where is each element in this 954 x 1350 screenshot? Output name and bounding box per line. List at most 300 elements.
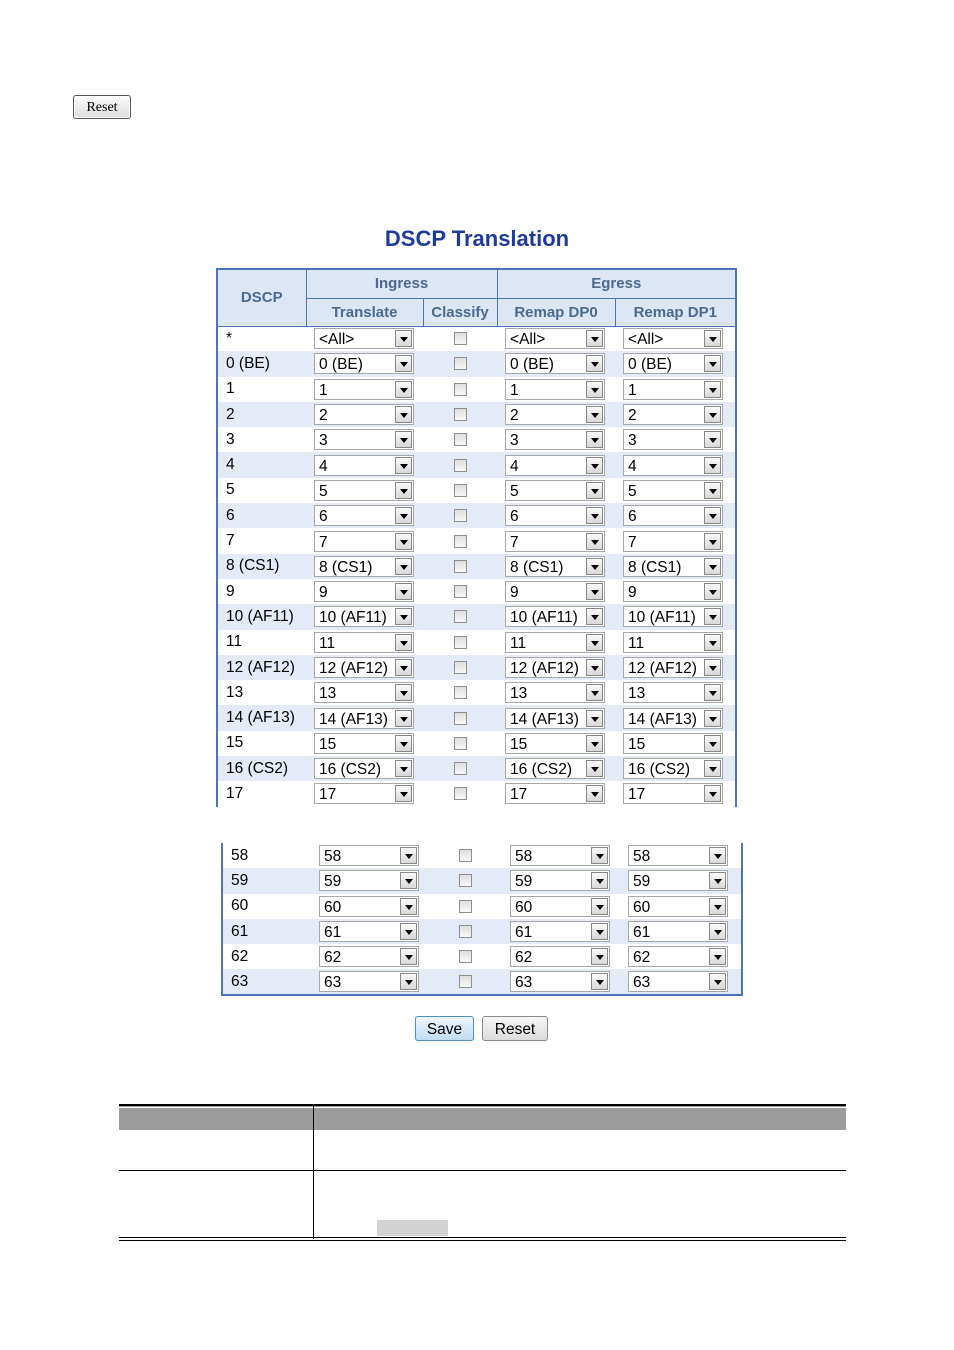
- dscp-value: 13: [226, 683, 244, 701]
- selected-value: 9: [319, 584, 328, 602]
- selected-value: 5: [319, 482, 328, 500]
- translate-select[interactable]: [314, 404, 414, 425]
- selected-value: 58: [515, 848, 533, 866]
- classify-cell: [423, 427, 497, 452]
- remap-dp0-select[interactable]: [505, 379, 605, 400]
- remap-dp1-cell: [615, 528, 736, 553]
- selected-value: 16 (CS2): [319, 761, 382, 779]
- remap-dp1-select[interactable]: [628, 921, 728, 942]
- selected-value: 62: [633, 949, 651, 967]
- remap-dp1-select[interactable]: [628, 845, 728, 866]
- classify-cell: [428, 969, 502, 994]
- chevron-down-icon[interactable]: [395, 608, 412, 625]
- remap-dp1-select[interactable]: [623, 733, 723, 754]
- selected-value: 60: [515, 898, 533, 916]
- chevron-down-icon[interactable]: [395, 634, 412, 651]
- table-row: [222, 868, 742, 893]
- selected-value: 3: [319, 432, 328, 450]
- translate-select[interactable]: [314, 606, 414, 627]
- translate-select[interactable]: [314, 379, 414, 400]
- chevron-down-icon[interactable]: [704, 507, 721, 524]
- classify-checkbox[interactable]: [454, 585, 467, 598]
- classify-checkbox[interactable]: [454, 636, 467, 649]
- chevron-down-icon[interactable]: [704, 533, 721, 550]
- chevron-down-icon[interactable]: [591, 948, 608, 965]
- chevron-down-icon[interactable]: [591, 923, 608, 940]
- table-row: [217, 326, 736, 351]
- classify-checkbox[interactable]: [454, 661, 467, 674]
- selected-value: 0 (BE): [628, 356, 672, 374]
- classify-cell: [423, 756, 497, 781]
- chevron-down-icon[interactable]: [586, 710, 603, 727]
- table-row: [217, 731, 736, 756]
- chevron-down-icon[interactable]: [709, 847, 726, 864]
- remap-dp1-cell: [615, 554, 736, 579]
- remap-dp0-select[interactable]: [505, 657, 605, 678]
- chevron-down-icon[interactable]: [586, 735, 603, 752]
- remap-dp0-select[interactable]: [505, 758, 605, 779]
- remap-dp1-select[interactable]: [628, 946, 728, 967]
- chevron-down-icon[interactable]: [586, 785, 603, 802]
- chevron-down-icon[interactable]: [586, 583, 603, 600]
- chevron-down-icon[interactable]: [591, 847, 608, 864]
- selected-value: 7: [628, 533, 637, 551]
- selected-value: 4: [628, 457, 637, 475]
- chevron-down-icon[interactable]: [704, 735, 721, 752]
- chevron-down-icon[interactable]: [586, 760, 603, 777]
- translate-select[interactable]: [314, 480, 414, 501]
- translate-select[interactable]: [314, 455, 414, 476]
- remap-dp0-select[interactable]: [505, 429, 605, 450]
- chevron-down-icon[interactable]: [395, 381, 412, 398]
- remap-dp0-cell: [497, 478, 615, 503]
- selected-value: 10 (AF11): [628, 609, 696, 627]
- translate-cell: [311, 919, 428, 944]
- chevron-down-icon[interactable]: [395, 457, 412, 474]
- remap-dp0-select[interactable]: [505, 455, 605, 476]
- selected-value: 8 (CS1): [628, 558, 682, 576]
- chevron-down-icon[interactable]: [586, 507, 603, 524]
- chevron-down-icon[interactable]: [395, 735, 412, 752]
- remap-dp0-select[interactable]: [505, 783, 605, 804]
- translate-cell: [306, 630, 423, 655]
- classify-checkbox[interactable]: [459, 925, 472, 938]
- selected-value: 62: [324, 949, 342, 967]
- selected-value: 13: [319, 685, 337, 703]
- dscp-translation-table: [216, 268, 737, 807]
- selected-value: 15: [319, 735, 337, 753]
- table-row: [217, 705, 736, 730]
- dscp-value: *: [226, 329, 233, 347]
- classify-cell: [423, 731, 497, 756]
- chevron-down-icon[interactable]: [586, 533, 603, 550]
- translate-select[interactable]: [319, 896, 419, 917]
- table-row: [217, 427, 736, 452]
- translate-select[interactable]: [319, 921, 419, 942]
- remap-dp1-select[interactable]: [623, 632, 723, 653]
- remap-dp1-select[interactable]: [623, 404, 723, 425]
- classify-cell: [423, 604, 497, 629]
- chevron-down-icon[interactable]: [704, 381, 721, 398]
- table-row: [217, 554, 736, 579]
- selected-value: 6: [319, 508, 328, 526]
- chevron-down-icon[interactable]: [395, 431, 412, 448]
- chevron-down-icon[interactable]: [586, 381, 603, 398]
- remap-dp1-cell: [620, 868, 742, 893]
- chevron-down-icon[interactable]: [704, 634, 721, 651]
- translate-cell: [306, 351, 423, 376]
- selected-value: 11: [319, 634, 336, 652]
- dscp-value: 61: [231, 922, 249, 940]
- translate-select[interactable]: [314, 733, 414, 754]
- header-remap-dp0: Remap DP0: [497, 298, 615, 326]
- remap-dp0-select[interactable]: [510, 845, 610, 866]
- chevron-down-icon[interactable]: [704, 710, 721, 727]
- remap-dp0-select[interactable]: [505, 581, 605, 602]
- chevron-down-icon[interactable]: [400, 923, 417, 940]
- dscp-value: 3: [226, 430, 235, 448]
- selected-value: 58: [324, 848, 342, 866]
- remap-dp1-select[interactable]: [623, 556, 723, 577]
- table-row: [217, 452, 736, 477]
- classify-checkbox[interactable]: [459, 975, 472, 988]
- remap-dp0-select[interactable]: [510, 870, 610, 891]
- save-button[interactable]: Save: [415, 1016, 474, 1041]
- remap-dp0-select[interactable]: [505, 480, 605, 501]
- remap-dp0-cell: [497, 731, 615, 756]
- classify-checkbox[interactable]: [454, 509, 467, 522]
- translate-select[interactable]: [314, 505, 414, 526]
- remap-dp1-select[interactable]: [623, 379, 723, 400]
- translate-select[interactable]: [314, 328, 414, 349]
- translate-cell: [306, 680, 423, 705]
- classify-checkbox[interactable]: [454, 762, 467, 775]
- chevron-down-icon[interactable]: [704, 608, 721, 625]
- remap-dp0-select[interactable]: [510, 946, 610, 967]
- remap-dp0-cell: [497, 351, 615, 376]
- chevron-down-icon[interactable]: [395, 482, 412, 499]
- selected-value: <All>: [510, 331, 546, 349]
- remap-dp0-select[interactable]: [510, 921, 610, 942]
- classify-cell: [423, 351, 497, 376]
- classify-cell: [423, 781, 497, 806]
- table-row: [222, 944, 742, 969]
- table-row: [217, 478, 736, 503]
- chevron-down-icon[interactable]: [586, 558, 603, 575]
- remap-dp0-select[interactable]: [505, 606, 605, 627]
- remap-dp0-select[interactable]: [505, 556, 605, 577]
- selected-value: 2: [628, 407, 637, 425]
- translate-select[interactable]: [314, 758, 414, 779]
- classify-checkbox[interactable]: [454, 737, 467, 750]
- chevron-down-icon[interactable]: [395, 583, 412, 600]
- classify-checkbox[interactable]: [454, 787, 467, 800]
- remap-dp0-select[interactable]: [505, 682, 605, 703]
- translate-select[interactable]: [314, 657, 414, 678]
- selected-value: 17: [628, 786, 646, 804]
- table-row: [222, 919, 742, 944]
- classify-checkbox[interactable]: [454, 383, 467, 396]
- chevron-down-icon[interactable]: [586, 330, 603, 347]
- chevron-down-icon[interactable]: [704, 457, 721, 474]
- translate-select[interactable]: [319, 971, 419, 992]
- remap-dp1-select[interactable]: [623, 783, 723, 804]
- selected-value: 6: [510, 508, 519, 526]
- table-bottom-rule-double: [119, 1240, 846, 1241]
- chevron-down-icon[interactable]: [395, 507, 412, 524]
- chevron-down-icon[interactable]: [586, 431, 603, 448]
- chevron-down-icon[interactable]: [704, 330, 721, 347]
- translate-select[interactable]: [314, 783, 414, 804]
- translate-cell: [306, 579, 423, 604]
- selected-value: 12 (AF12): [319, 660, 388, 677]
- classify-checkbox[interactable]: [459, 950, 472, 963]
- remap-dp0-cell: [497, 402, 615, 427]
- remap-dp1-select[interactable]: [623, 455, 723, 476]
- selected-value: 11: [510, 634, 527, 652]
- header-egress: Egress: [497, 269, 736, 298]
- translate-select[interactable]: [319, 946, 419, 967]
- classify-checkbox[interactable]: [459, 849, 472, 862]
- chevron-down-icon[interactable]: [709, 923, 726, 940]
- remap-dp1-select[interactable]: [623, 657, 723, 678]
- translate-cell: [306, 604, 423, 629]
- dscp-value: 7: [226, 532, 235, 550]
- classify-cell: [423, 377, 497, 402]
- chevron-down-icon[interactable]: [704, 431, 721, 448]
- classify-checkbox[interactable]: [459, 874, 472, 887]
- chevron-down-icon[interactable]: [395, 330, 412, 347]
- classify-cell: [423, 705, 497, 730]
- translate-select[interactable]: [314, 429, 414, 450]
- table-row: [217, 579, 736, 604]
- translate-cell: [306, 528, 423, 553]
- classify-checkbox[interactable]: [454, 610, 467, 623]
- translate-select[interactable]: [314, 556, 414, 577]
- translate-select[interactable]: [314, 353, 414, 374]
- remap-dp0-cell: [497, 655, 615, 680]
- chevron-down-icon[interactable]: [591, 872, 608, 889]
- top-reset-button[interactable]: Reset: [73, 95, 131, 119]
- chevron-down-icon[interactable]: [395, 785, 412, 802]
- selected-value: 63: [324, 974, 342, 992]
- dscp-value: 58: [231, 846, 249, 864]
- remap-dp1-select[interactable]: [623, 606, 723, 627]
- remap-dp0-select[interactable]: [505, 505, 605, 526]
- dscp-translation-table-continued: [221, 843, 743, 996]
- remap-dp1-cell: [615, 781, 736, 806]
- translate-select[interactable]: [319, 845, 419, 866]
- selected-value: 60: [324, 898, 342, 916]
- translate-select[interactable]: [314, 682, 414, 703]
- selected-value: 9: [510, 584, 519, 602]
- remap-dp0-select[interactable]: [510, 896, 610, 917]
- translate-cell: [311, 944, 428, 969]
- table-row: [217, 351, 736, 376]
- remap-dp0-cell: [497, 528, 615, 553]
- remap-dp0-cell: [497, 630, 615, 655]
- table-row: [222, 894, 742, 919]
- chevron-down-icon[interactable]: [704, 558, 721, 575]
- chevron-down-icon[interactable]: [704, 659, 721, 676]
- classify-checkbox[interactable]: [454, 686, 467, 699]
- chevron-down-icon[interactable]: [586, 406, 603, 423]
- remap-dp0-cell: [502, 868, 620, 893]
- dscp-value: 60: [231, 897, 249, 915]
- remap-dp1-select[interactable]: [628, 896, 728, 917]
- table-row: [217, 680, 736, 705]
- chevron-down-icon[interactable]: [400, 948, 417, 965]
- remap-dp0-cell: [497, 579, 615, 604]
- selected-value: 13: [510, 685, 528, 703]
- chevron-down-icon[interactable]: [395, 558, 412, 575]
- chevron-down-icon[interactable]: [586, 684, 603, 701]
- remap-dp1-cell: [615, 705, 736, 730]
- translate-select[interactable]: [314, 581, 414, 602]
- translate-cell: [306, 554, 423, 579]
- selected-value: 5: [510, 482, 519, 500]
- chevron-down-icon[interactable]: [395, 659, 412, 676]
- remap-dp1-cell: [615, 377, 736, 402]
- classify-cell: [423, 326, 497, 351]
- chevron-down-icon[interactable]: [586, 608, 603, 625]
- selected-value: 0 (BE): [510, 356, 554, 374]
- remap-dp1-select[interactable]: [623, 328, 723, 349]
- classify-checkbox[interactable]: [454, 560, 467, 573]
- chevron-down-icon[interactable]: [400, 898, 417, 915]
- description-header: [119, 1104, 846, 1130]
- chevron-down-icon[interactable]: [400, 872, 417, 889]
- remap-dp1-select[interactable]: [623, 505, 723, 526]
- remap-dp1-cell: [615, 503, 736, 528]
- translate-select[interactable]: [314, 632, 414, 653]
- chevron-down-icon[interactable]: [395, 533, 412, 550]
- chevron-down-icon[interactable]: [586, 482, 603, 499]
- selected-value: 14 (AF13): [510, 710, 579, 728]
- dscp-value: 17: [226, 784, 244, 802]
- selected-value: 8 (CS1): [510, 558, 564, 576]
- chevron-down-icon[interactable]: [704, 785, 721, 802]
- chevron-down-icon[interactable]: [400, 973, 417, 990]
- classify-checkbox[interactable]: [454, 459, 467, 472]
- translate-cell: [306, 705, 423, 730]
- chevron-down-icon[interactable]: [586, 355, 603, 372]
- chevron-down-icon[interactable]: [591, 973, 608, 990]
- reset-button[interactable]: Reset: [482, 1016, 548, 1041]
- classify-checkbox[interactable]: [454, 712, 467, 725]
- chevron-down-icon[interactable]: [704, 482, 721, 499]
- header-classify: Classify: [423, 298, 497, 326]
- classify-checkbox[interactable]: [454, 332, 467, 345]
- remap-dp1-cell: [615, 630, 736, 655]
- remap-dp0-cell: [502, 894, 620, 919]
- chevron-down-icon[interactable]: [704, 684, 721, 701]
- selected-value: 0 (BE): [319, 356, 363, 374]
- remap-dp1-select[interactable]: [623, 480, 723, 501]
- chevron-down-icon[interactable]: [586, 659, 603, 676]
- chevron-down-icon[interactable]: [395, 710, 412, 727]
- remap-dp0-select[interactable]: [505, 404, 605, 425]
- remap-dp1-select[interactable]: [623, 531, 723, 552]
- chevron-down-icon[interactable]: [395, 684, 412, 701]
- row-divider: [119, 1170, 846, 1171]
- chevron-down-icon[interactable]: [586, 457, 603, 474]
- chevron-down-icon[interactable]: [395, 406, 412, 423]
- remap-dp1-select[interactable]: [628, 870, 728, 891]
- classify-cell: [428, 894, 502, 919]
- dscp-value: 15: [226, 734, 244, 752]
- classify-checkbox[interactable]: [454, 535, 467, 548]
- chevron-down-icon[interactable]: [400, 847, 417, 864]
- remap-dp1-select[interactable]: [623, 353, 723, 374]
- selected-value: 5: [628, 482, 637, 500]
- remap-dp0-select[interactable]: [505, 328, 605, 349]
- translate-select[interactable]: [314, 708, 414, 729]
- remap-dp1-cell: [615, 478, 736, 503]
- remap-dp1-cell: [615, 326, 736, 351]
- remap-dp1-cell: [615, 452, 736, 477]
- translate-select[interactable]: [319, 870, 419, 891]
- chevron-down-icon[interactable]: [704, 355, 721, 372]
- classify-checkbox[interactable]: [459, 900, 472, 913]
- chevron-down-icon[interactable]: [709, 872, 726, 889]
- dscp-value: 0 (BE): [226, 354, 270, 372]
- table-row: [217, 377, 736, 402]
- remap-dp1-select[interactable]: [623, 581, 723, 602]
- chevron-down-icon[interactable]: [704, 583, 721, 600]
- remap-dp0-select[interactable]: [505, 353, 605, 374]
- remap-dp0-cell: [497, 503, 615, 528]
- dscp-value: 2: [226, 405, 235, 423]
- classify-checkbox[interactable]: [454, 408, 467, 421]
- chevron-down-icon[interactable]: [704, 760, 721, 777]
- remap-dp0-select[interactable]: [505, 531, 605, 552]
- remap-dp1-select[interactable]: [628, 971, 728, 992]
- selected-value: 61: [515, 924, 533, 942]
- remap-dp1-select[interactable]: [623, 682, 723, 703]
- chevron-down-icon[interactable]: [591, 898, 608, 915]
- classify-cell: [428, 944, 502, 969]
- remap-dp1-cell: [620, 944, 742, 969]
- selected-value: <All>: [319, 331, 355, 349]
- translate-cell: [306, 756, 423, 781]
- classify-checkbox[interactable]: [454, 433, 467, 446]
- chevron-down-icon[interactable]: [709, 898, 726, 915]
- remap-dp1-select[interactable]: [623, 429, 723, 450]
- chevron-down-icon[interactable]: [709, 973, 726, 990]
- chevron-down-icon[interactable]: [395, 760, 412, 777]
- chevron-down-icon[interactable]: [395, 355, 412, 372]
- remap-dp1-cell: [615, 427, 736, 452]
- selected-value: 12 (AF12): [628, 660, 697, 677]
- classify-checkbox[interactable]: [454, 357, 467, 370]
- classify-checkbox[interactable]: [454, 484, 467, 497]
- remap-dp1-select[interactable]: [623, 708, 723, 729]
- remap-dp0-select[interactable]: [510, 971, 610, 992]
- remap-dp0-cell: [497, 554, 615, 579]
- remap-dp1-cell: [620, 843, 742, 868]
- remap-dp0-cell: [502, 944, 620, 969]
- classify-cell: [428, 868, 502, 893]
- remap-dp0-select[interactable]: [505, 733, 605, 754]
- remap-dp0-select[interactable]: [505, 708, 605, 729]
- remap-dp1-select[interactable]: [623, 758, 723, 779]
- chevron-down-icon[interactable]: [586, 634, 603, 651]
- translate-select[interactable]: [314, 531, 414, 552]
- remap-dp0-select[interactable]: [505, 632, 605, 653]
- chevron-down-icon[interactable]: [709, 948, 726, 965]
- chevron-down-icon[interactable]: [704, 406, 721, 423]
